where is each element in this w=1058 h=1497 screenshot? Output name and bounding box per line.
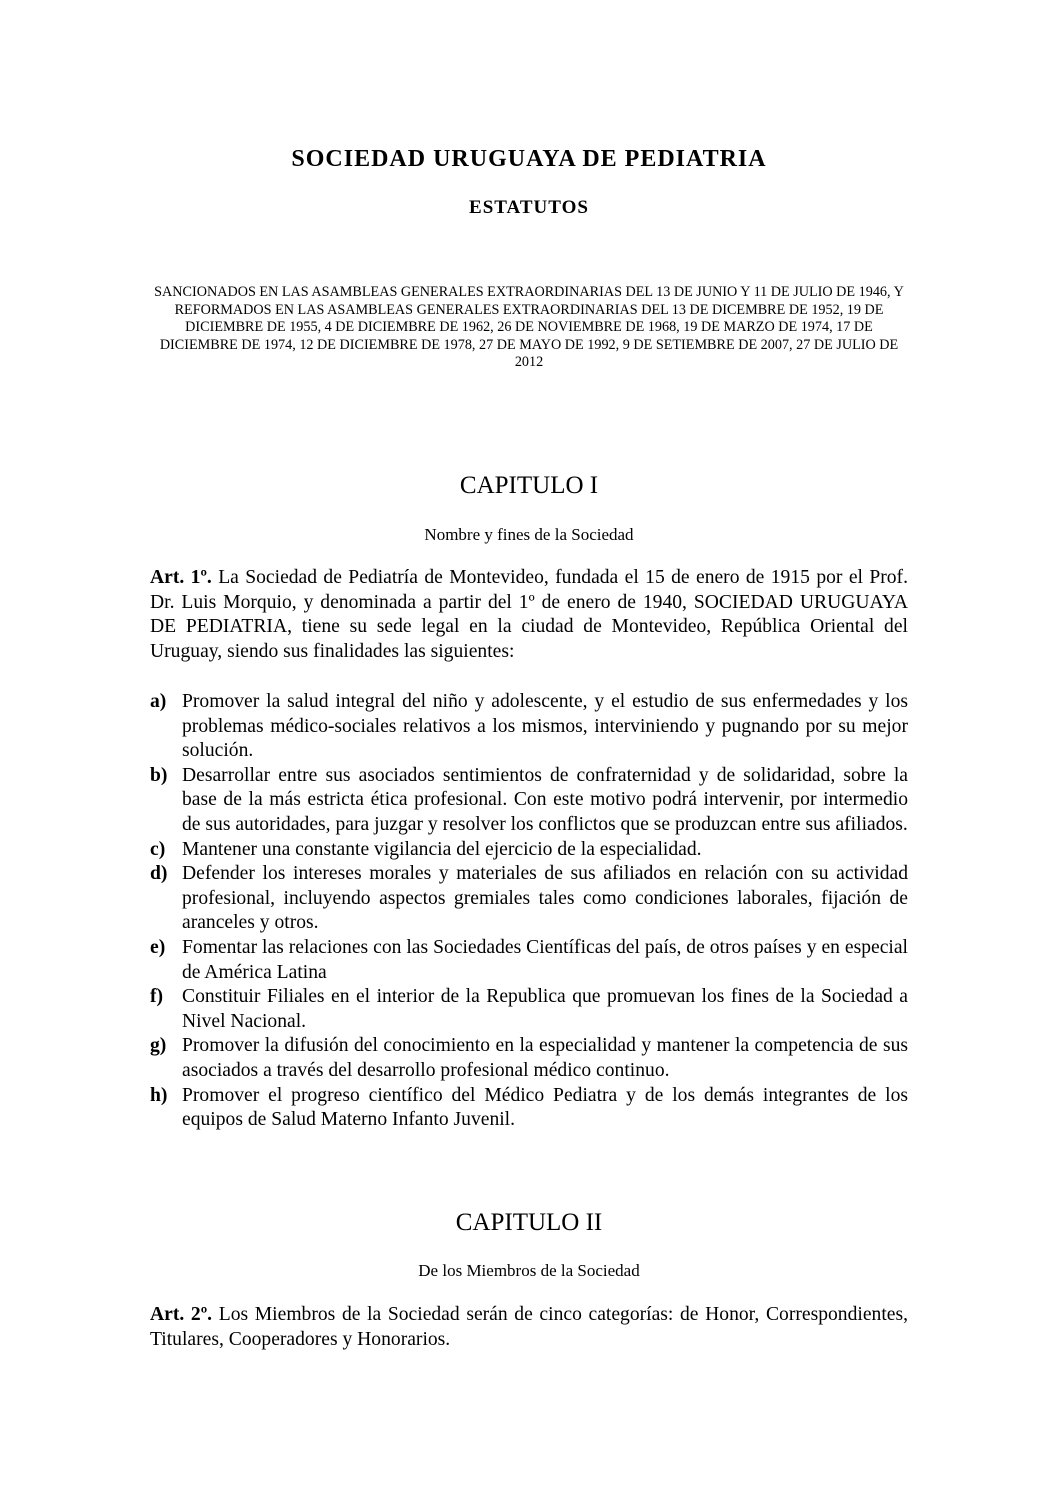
list-item-text: Promover la salud integral del niño y adolescente, y el estudio de sus enfermedades y los problemas médico-sociales relativos a los mismos, interviniendo y pugnando por su mejor solución. <box>182 691 908 762</box>
chapter-2-section-title: De los Miembros de la Sociedad <box>418 1261 640 1280</box>
list-item-label: g) <box>150 1035 167 1057</box>
list-item-label: b) <box>150 764 168 786</box>
list-item-text: Constituir Filiales en el interior de la Republica que promuevan los fines de la Sociedad a Nivel Nacional. <box>182 986 908 1032</box>
list-item <box>150 985 908 1034</box>
document-title: SOCIEDAD URUGUAYA DE PEDIATRIA <box>291 146 767 172</box>
aims-list <box>150 690 908 1133</box>
list-item <box>150 838 908 863</box>
chapter-2-heading: CAPITULO II <box>455 1209 603 1236</box>
chapter-1-section-title: Nombre y fines de la Sociedad <box>424 525 634 544</box>
article-2-text: Los Miembros de la Sociedad serán de cinco categorías: de Honor, Correspondientes, Titulares, Cooperadores y Honorarios. <box>150 1304 908 1350</box>
list-item <box>150 1034 908 1083</box>
list-item-text: Promover el progreso científico del Médico Pediatra y de los demás integrantes de los equipos de Salud Materno Infanto Juvenil. <box>182 1084 908 1131</box>
list-item <box>150 936 908 985</box>
list-item <box>150 862 908 936</box>
article-1-label: Art. 1º. <box>150 567 212 588</box>
list-item-text: Mantener una constante vigilancia del ejercicio de la especialidad. <box>182 838 702 860</box>
list-item-text: Promover la difusión del conocimiento en la especialidad y mantener la competencia de sus asociados a través del desarrollo profesional médico continuo. <box>182 1035 908 1081</box>
article-1 <box>150 566 908 664</box>
article-2-label: Art. 2º. <box>150 1304 213 1325</box>
list-item <box>150 764 908 838</box>
sanction-note: SANCIONADOS EN LAS ASAMBLEAS GENERALES EXTRAORDINARIAS DEL 13 DE JUNIO Y 11 DE JULIO DE 1946, Y REFORMADOS EN LAS ASAMBLEAS GENERALES EXTRAORDINARIAS DEL 13 DE DICEMBRE DE 1952, 19 DE DICIEMBRE DE 1955, 4 DE DICIEMBRE DE 1962, 26 DE NOVIEMBRE DE 1968, 19 DE MARZO DE 1974, 17 DE DICIEMBRE DE 1974, 12 DE DICIEMBRE DE 1978, 27 DE MAYO DE 1992, 9 DE SETIEMBRE DE 2007, 27 DE JULIO DE 2012 <box>154 284 904 370</box>
list-item-label: f) <box>150 986 164 1008</box>
list-item-label: c) <box>150 838 166 860</box>
list-item-label: h) <box>150 1084 168 1106</box>
article-2 <box>150 1303 908 1352</box>
list-item-text: Fomentar las relaciones con las Sociedades Científicas del país, de otros países y en especial de América Latina <box>182 936 908 983</box>
list-item-text: Defender los intereses morales y materiales de sus afiliados en relación con su actividad profesional, incluyendo aspectos gremiales tales como condiciones laborales, fijación de aranceles y otros. <box>182 863 908 934</box>
chapter-1-heading: CAPITULO I <box>459 472 599 499</box>
list-item-text: Desarrollar entre sus asociados sentimientos de confraternidad y de solidaridad, sobre la base de la más estricta ética profesional. Con este motivo podrá intervenir, por intermedio de sus autoridades, para juzgar y resolver los conflictos que se produzcan entre sus afiliados. <box>182 764 908 835</box>
list-item-label: e) <box>150 936 166 958</box>
article-1-text: La Sociedad de Pediatría de Montevideo, fundada el 15 de enero de 1915 por el Prof. Dr. Luis Morquio, y denominada a partir del 1º de enero de 1940, SOCIEDAD URUGUAYA DE PEDIATRIA, tiene su sede legal en la ciudad de Montevideo, República Oriental del Uruguay, siendo sus finalidades las siguientes: <box>150 567 908 662</box>
list-item <box>150 690 908 764</box>
document-subtitle: ESTATUTOS <box>469 197 589 218</box>
list-item <box>150 1084 908 1133</box>
list-item-label: a) <box>150 691 167 712</box>
list-item-label: d) <box>150 863 168 885</box>
